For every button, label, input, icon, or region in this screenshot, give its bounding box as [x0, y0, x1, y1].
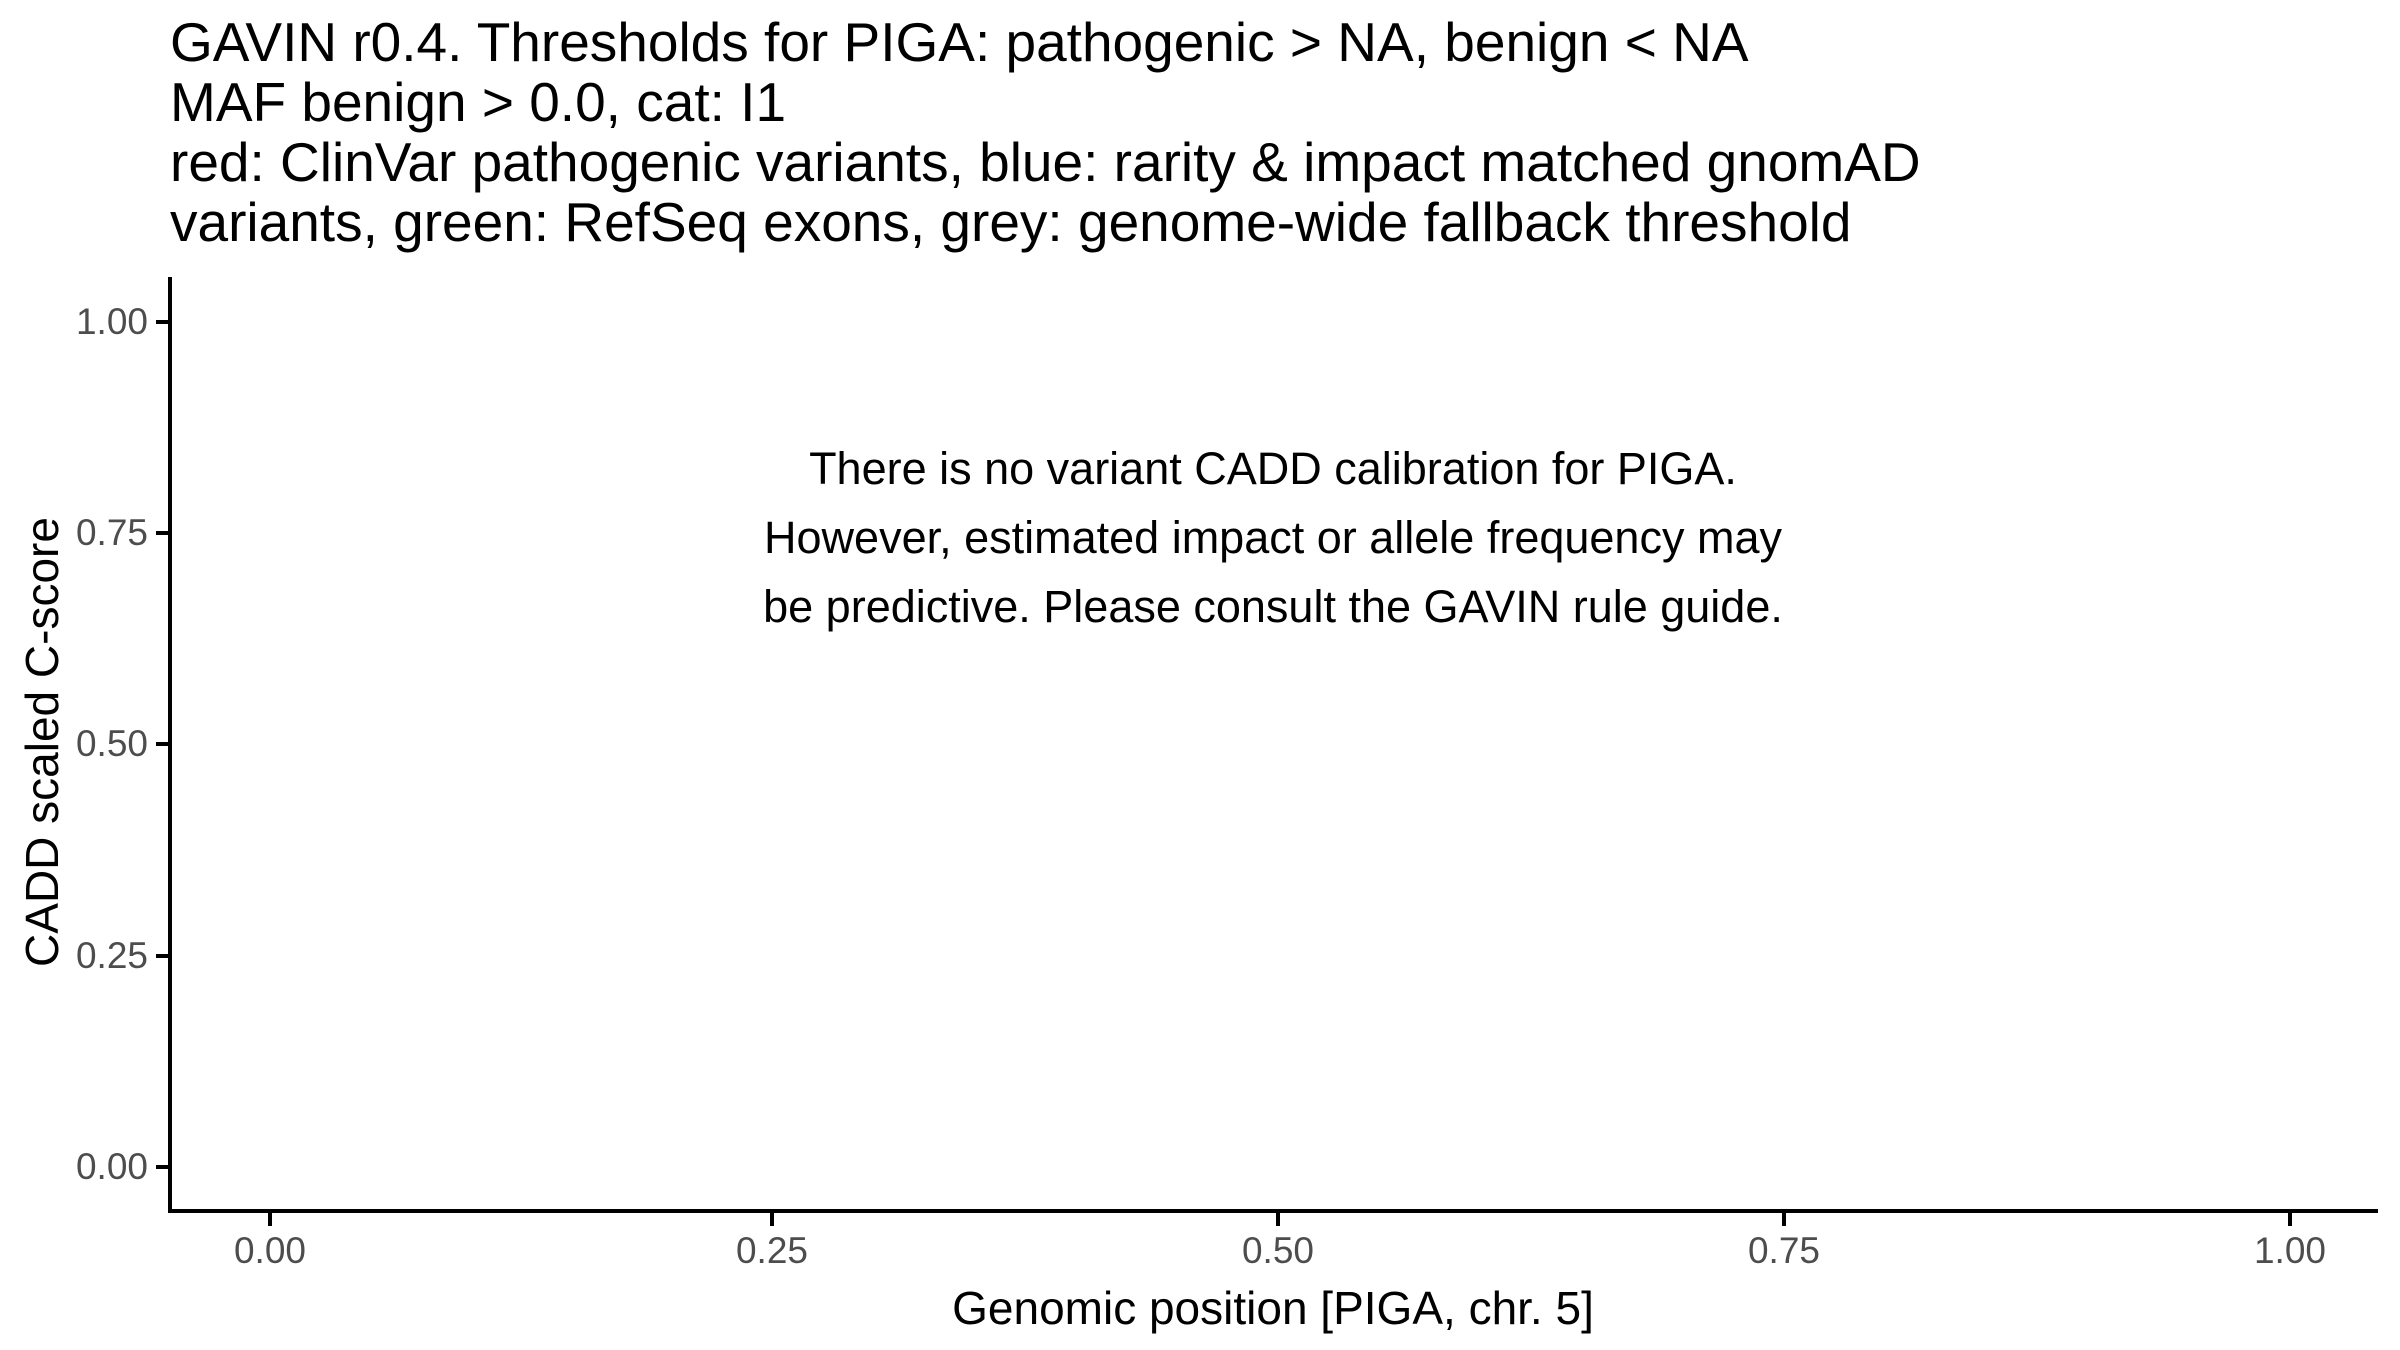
x-tick-mark	[1276, 1213, 1280, 1226]
y-tick-label: 0.75	[75, 512, 148, 553]
x-tick-mark	[1782, 1213, 1786, 1226]
annotation-line-1: There is no variant CADD calibration for PIGA.	[809, 443, 1737, 494]
y-axis-title: CADD scaled C-score	[16, 517, 68, 967]
y-tick-mark	[156, 742, 168, 746]
plot-title-line-3: red: ClinVar pathogenic variants, blue: rarity & impact matched gnomAD	[170, 131, 1921, 193]
x-tick-mark	[268, 1213, 272, 1226]
y-tick-label: 0.50	[75, 723, 148, 764]
x-axis-line	[168, 1209, 2378, 1213]
x-tick-label: 1.00	[2253, 1230, 2326, 1271]
y-axis-line	[168, 277, 172, 1213]
x-tick-label: 0.25	[735, 1230, 808, 1271]
annotation-line-2: However, estimated impact or allele frequency may	[764, 512, 1782, 563]
x-tick-mark	[770, 1213, 774, 1226]
y-tick-label: 0.25	[75, 935, 148, 976]
plot-title	[170, 12, 1921, 252]
x-tick-label: 0.50	[1241, 1230, 1314, 1271]
y-tick-mark	[156, 320, 168, 324]
y-tick-mark	[156, 531, 168, 535]
x-tick-mark	[2288, 1213, 2292, 1226]
plot-title-line-4: variants, green: RefSeq exons, grey: genome-wide fallback threshold	[170, 191, 1852, 253]
plot-title-line-2: MAF benign > 0.0, cat: I1	[170, 71, 787, 133]
y-tick-mark	[156, 1165, 168, 1169]
y-tick-mark	[156, 954, 168, 958]
y-tick-label: 1.00	[75, 301, 148, 342]
y-tick-label: 0.00	[75, 1146, 148, 1187]
plot-title-line-1: GAVIN r0.4. Thresholds for PIGA: pathogenic > NA, benign < NA	[170, 11, 1749, 73]
x-axis-title: Genomic position [PIGA, chr. 5]	[952, 1282, 1594, 1334]
annotation-line-3: be predictive. Please consult the GAVIN rule guide.	[763, 581, 1783, 632]
x-tick-label: 0.75	[1747, 1230, 1820, 1271]
annotation-text	[168, 434, 2378, 641]
x-tick-label: 0.00	[233, 1230, 306, 1271]
